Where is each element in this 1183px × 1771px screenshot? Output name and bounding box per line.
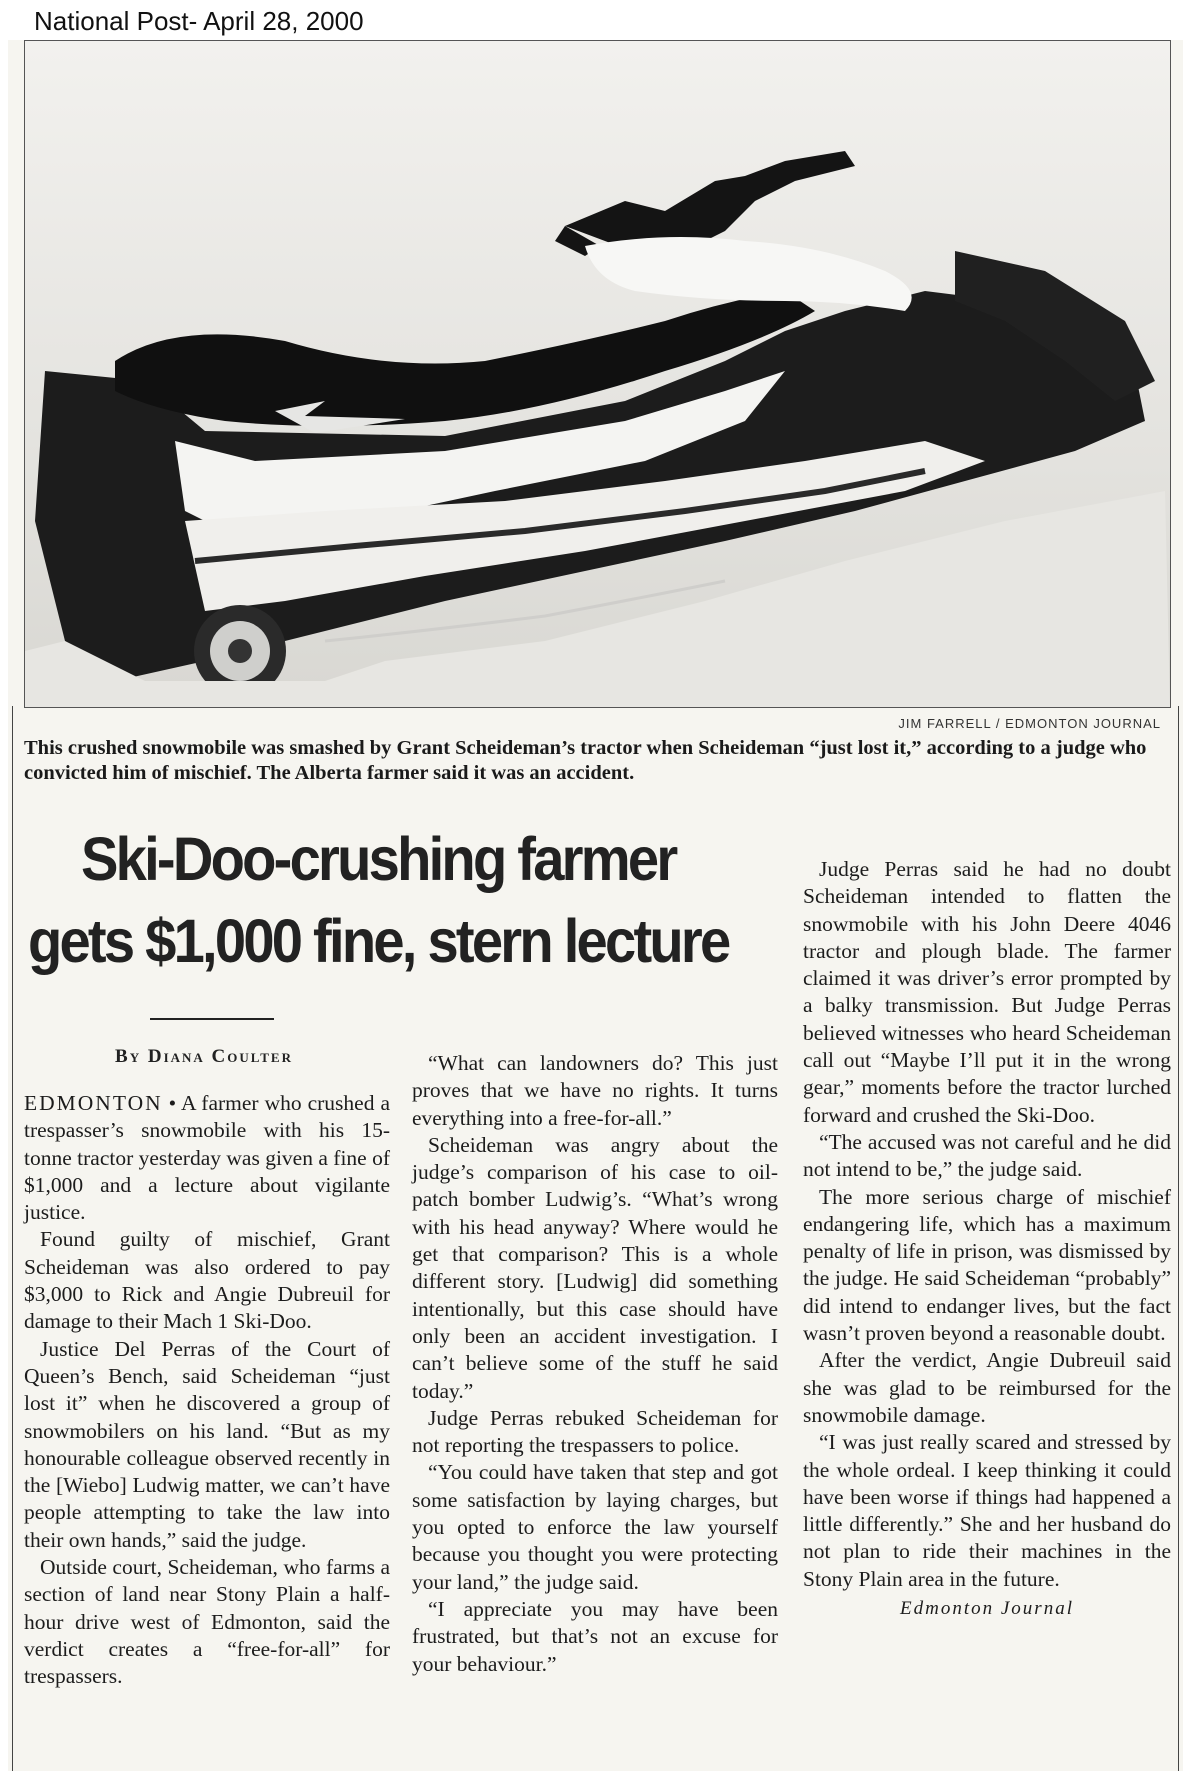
paragraph: “You could have taken that step and got some satisfaction by laying charges, but you opted to enforce the law yourself because you thought you were protecting your land,” the judge said.	[412, 1460, 778, 1594]
paragraph: “I was just really scared and stressed by the whole ordeal. I keep thinking it could have been worse if things had happened a little differently.” She and her husband do not plan to ride their machines in the Stony Plain area in the future.	[803, 1430, 1171, 1591]
crushed-snowmobile-image	[25, 41, 1170, 707]
paragraph: After the verdict, Angie Dubreuil said she was glad to be reimbursed for the snowmobile damage.	[803, 1348, 1171, 1427]
paragraph: Outside court, Scheideman, who farms a section of land near Stony Plain a half-hour drive west of Edmonton, said the verdict creates a “free-for-all” for trespassers.	[24, 1555, 390, 1689]
signoff: Edmonton Journal	[900, 1598, 1074, 1620]
photo-credit: JIM FARRELL / EDMONTON JOURNAL	[898, 716, 1161, 731]
snowmobile-photo	[24, 40, 1171, 708]
frame-line	[12, 706, 13, 1771]
newspaper-clipping	[8, 40, 1183, 1771]
paragraph: “The accused was not careful and he did not intend to be,” the judge said.	[803, 1129, 1171, 1182]
paragraph: Found guilty of mischief, Grant Scheideman was also ordered to pay $3,000 to Rick and Angie Dubreuil for damage to their Mach 1 Ski-Doo.	[24, 1227, 390, 1334]
paragraph: The more serious charge of mischief endangering life, which has a maximum penalty of life in prison, was dismissed by the judge. He said Scheideman “probably” did intend to endanger lives, but the fact wasn’t proven beyond a reasonable doubt.	[803, 1184, 1171, 1346]
paragraph: Judge Perras rebuked Scheideman for not reporting the trespassers to police.	[412, 1405, 778, 1458]
paragraph: Scheideman was angry about the judge’s comparison of his case to oil-patch bomber Ludwig’s. “What’s wrong with his head anyway? Where would he get that comparison? This is a whole different story. [Ludwig] did something intentionally, but this case should have only been an accident investigation. I can’t believe some of the stuff he said today.”	[412, 1132, 778, 1403]
headline	[24, 818, 732, 982]
source-label: National Post- April 28, 2000	[34, 6, 364, 36]
frame-line	[1178, 706, 1179, 1771]
paragraph: “What can landowners do? This just proves that we have no rights. It turns everything into a free-for-all.”	[412, 1051, 778, 1130]
byline: By Diana Coulter	[115, 1046, 293, 1067]
byline-rule	[150, 1018, 274, 1020]
paragraph: “I appreciate you may have been frustrated, but that’s not an excuse for your behaviour.”	[412, 1596, 778, 1676]
dateline: EDMONTON	[24, 1091, 163, 1115]
paragraph-text: A farmer who crushed a trespasser’s snowmobile with his 15-tonne tractor yesterday was given a fine of $1,000 and a lecture about vigilante justice.	[24, 1091, 390, 1225]
paragraph: Judge Perras said he had no doubt Scheideman intended to flatten the snowmobile with his John Deere 4046 tractor and plough blade. The farmer claimed it was driver’s error prompted by a balky transmission. But Judge Perras believed witnesses who heard Scheideman call out “Maybe I’ll put it in the wrong gear,” moments before the tractor lurched forward and crushed the Ski-Doo.	[803, 857, 1171, 1127]
headline-line-1: Ski-Doo-crushing farmer	[80, 825, 676, 893]
headline-line-2: gets $1,000 fine, stern lecture	[27, 907, 729, 975]
article-column-1	[24, 1090, 390, 1691]
photo-caption: This crushed snowmobile was smashed by Grant Scheideman’s tractor when Scheideman “just lost it,” according to a judge who convicted him of mischief. The Alberta farmer said it was an accident.	[24, 737, 1147, 784]
article-column-3	[803, 856, 1171, 1622]
paragraph: EDMONTON • A farmer who crushed a trespasser’s snowmobile with his 15-tonne tractor yesterday was given a fine of $1,000 and a lecture about vigilante justice.	[24, 1091, 390, 1225]
article-column-2	[412, 1050, 778, 1678]
paragraph: Justice Del Perras of the Court of Queen’s Bench, said Scheideman “just lost it” when he discovered a group of snowmobilers on his land. “But as my honourable colleague observed recently in the [Wiebo] Ludwig matter, we can’t have people attempting to take the law into their own hands,” said the judge.	[24, 1336, 390, 1552]
